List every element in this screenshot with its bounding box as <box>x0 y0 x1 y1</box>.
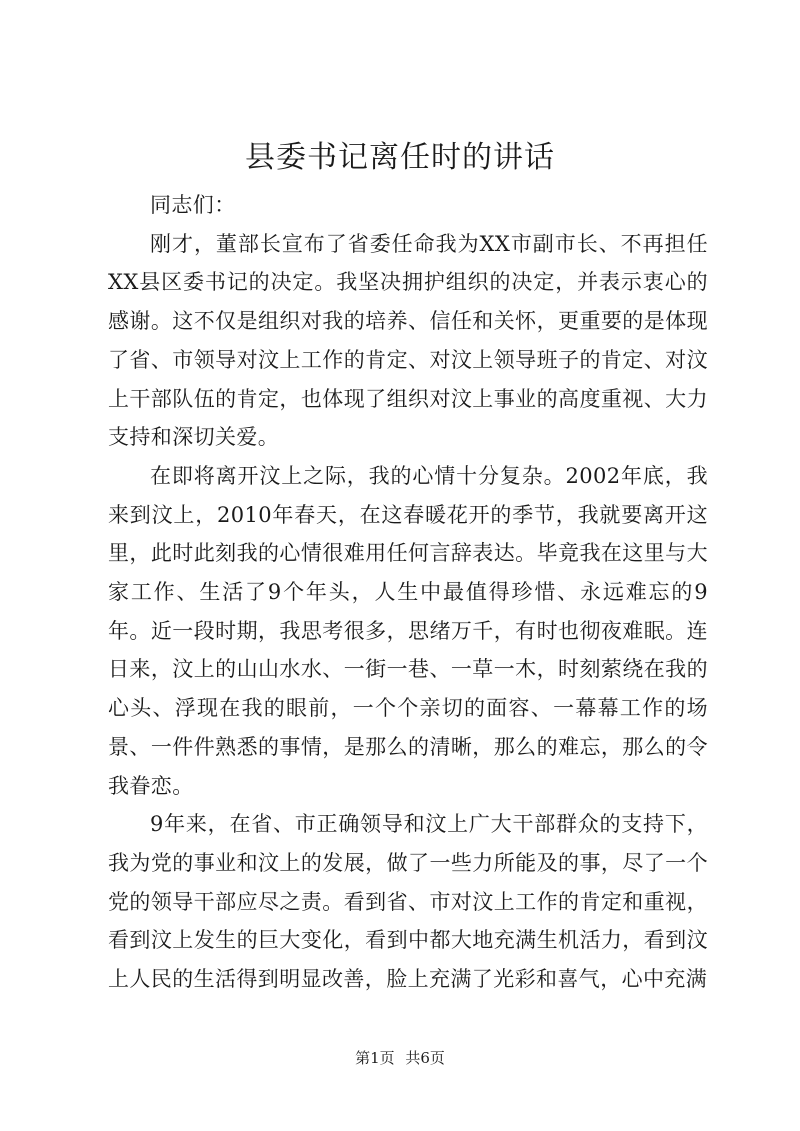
document-title: 县委书记离任时的讲话 <box>245 140 555 175</box>
paragraph-2: 在即将离开汶上之际，我的心情十分复杂。2002年底，我来到汶上，2010年春天，在这春暖花开的季节，我就要离开这里，此时此刻我的心情很难用任何言辞表达。毕竟我在这里与大家工作、生活了9个年头，人生中最值得珍惜、永远难忘的9年。近一段时期，我思考很多，思绪万千，有时也彻夜难眠。连日来，汶上的山山水水、一街一巷、一草一木，时刻萦绕在我的心头、浮现在我的眼前，一个个亲切的面容、一幕幕工作的场景、一件件熟悉的事情，是那么的清晰，那么的难忘，那么的令我眷恋。 <box>108 463 708 798</box>
page-number: 第1页 <box>355 1049 395 1067</box>
salutation: 同志们： <box>150 193 236 217</box>
paragraph-3: 9年来，在省、市正确领导和汶上广大干部群众的支持下，我为党的事业和汶上的发展，做了一些力所能及的事，尽了一个党的领导干部应尽之责。看到省、市对汶上工作的肯定和重视，看到汶上发生的巨大变化，看到中都大地充满生机活力，看到汶上人民的生活得到明显改善，脸上充满了光彩和喜气，心中充满 <box>108 812 708 992</box>
page-total: 共6页 <box>405 1049 445 1067</box>
page-footer <box>0 1048 800 1068</box>
paragraph-1: 刚才，董部长宣布了省委任命我为XX市副市长、不再担任XX县区委书记的决定。我坚决拥护组织的决定，并表示衷心的感谢。这不仅是组织对我的培养、信任和关怀，更重要的是体现了省、市领导对汶上工作的肯定、对汶上领导班子的肯定、对汶上干部队伍的肯定，也体现了组织对汶上事业的高度重视、大力支持和深切关爱。 <box>108 231 708 450</box>
document-body <box>108 186 708 999</box>
